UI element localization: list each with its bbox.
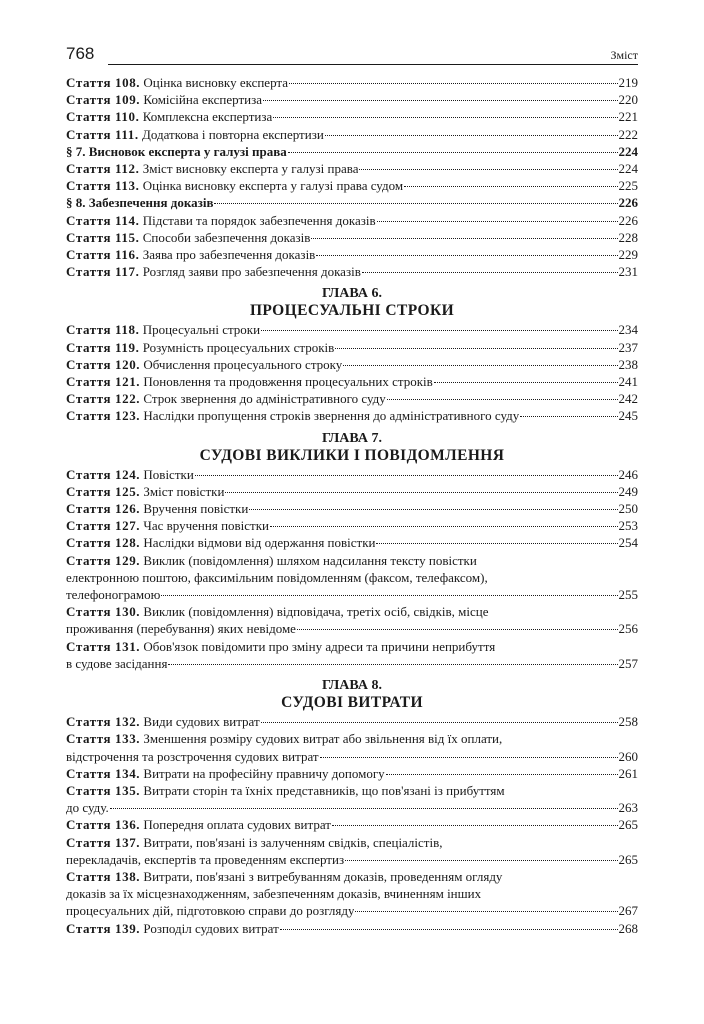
- toc-entry[interactable]: [66, 160, 638, 177]
- dot-leader: [316, 255, 617, 256]
- article-label: Стаття 114.: [66, 212, 140, 228]
- dot-leader: [520, 416, 617, 417]
- page-reference: 242: [618, 391, 638, 407]
- dot-leader: [343, 365, 617, 366]
- page-reference: 234: [618, 322, 638, 338]
- page-reference: 238: [618, 356, 638, 372]
- page-reference: 237: [618, 339, 638, 355]
- dot-leader: [225, 492, 617, 493]
- page-reference: 258: [618, 714, 638, 730]
- article-label: Стаття 133.: [66, 731, 141, 747]
- dot-leader: [376, 543, 617, 544]
- article-label: Стаття 135.: [66, 782, 141, 798]
- entry-title-text: Виклик (повідомлення) відповідача, третіх осіб, свідків, місце: [143, 604, 489, 620]
- entry-title-text: Підстави та порядок забезпечення доказів: [142, 212, 376, 228]
- entry-title-text: Строк звернення до адміністративного суду: [143, 391, 386, 407]
- entry-title-text: Розгляд заяви про забезпечення доказів: [142, 264, 361, 280]
- article-label: Стаття 115.: [66, 229, 140, 245]
- entry-title-text: § 7. Висновок експерта у галузі права: [66, 143, 287, 159]
- article-label: Стаття 123.: [66, 408, 141, 424]
- entry-title-text: Виклик (повідомлення) шляхом надсилання тексту повістки: [143, 552, 477, 568]
- page-reference: 261: [618, 765, 638, 781]
- toc-entry[interactable]: [66, 246, 638, 263]
- entry-title-text: Час вручення повістки: [143, 518, 270, 534]
- page-reference: 226: [618, 195, 638, 211]
- chapter-number: ГЛАВА 7.: [322, 430, 382, 446]
- dot-leader: [289, 83, 617, 84]
- dot-leader: [377, 221, 618, 222]
- toc-entry[interactable]: [66, 263, 638, 280]
- page-reference: 260: [618, 748, 638, 764]
- toc-entry[interactable]: [66, 390, 638, 407]
- article-label: Стаття 130.: [66, 604, 141, 620]
- article-label: Стаття 131.: [66, 638, 141, 654]
- entry-title-text: Витрати, пов'язані із залученням свідків, спеціалістів,: [143, 834, 443, 850]
- toc-entry[interactable]: [66, 920, 638, 937]
- page-reference: 255: [618, 587, 638, 603]
- dot-leader: [168, 664, 617, 665]
- toc-entry[interactable]: [66, 603, 638, 637]
- page-reference: 250: [618, 501, 638, 517]
- article-label: Стаття 129.: [66, 552, 141, 568]
- toc-entry[interactable]: [66, 466, 638, 483]
- toc-entry[interactable]: [66, 373, 638, 390]
- entry-title-text: до суду.: [66, 800, 109, 816]
- toc-entry[interactable]: [66, 108, 638, 125]
- entry-title-text: в судове засідання: [66, 655, 168, 671]
- page-reference: 222: [618, 126, 638, 142]
- entry-title-text: Вручення повістки: [143, 501, 249, 517]
- toc-entry[interactable]: [66, 229, 638, 246]
- toc-entry[interactable]: [66, 74, 638, 91]
- toc-entry[interactable]: [66, 765, 638, 782]
- toc-entry[interactable]: [66, 483, 638, 500]
- chapter-heading: [66, 425, 638, 466]
- article-label: Стаття 125.: [66, 483, 141, 499]
- page-reference: 253: [618, 518, 638, 534]
- toc-entry[interactable]: [66, 177, 638, 194]
- toc-entry[interactable]: [66, 868, 638, 920]
- article-label: Стаття 124.: [66, 466, 141, 482]
- toc-entry[interactable]: [66, 339, 638, 356]
- entry-title-text: Оцінка висновку експерта: [143, 75, 289, 90]
- dot-leader: [249, 509, 617, 510]
- toc-entry[interactable]: [66, 552, 638, 604]
- entry-title-text: Зміст висновку експерта у галузі права: [142, 161, 359, 177]
- dot-leader: [434, 382, 618, 383]
- page-reference: 226: [618, 212, 638, 228]
- entry-title-text: Поновлення та продовження процесуальних строків: [143, 374, 433, 390]
- article-label: Стаття 137.: [66, 834, 141, 850]
- toc-section-entry[interactable]: [66, 143, 638, 160]
- table-of-contents: [66, 74, 638, 937]
- dot-leader: [386, 774, 618, 775]
- page-reference: 265: [618, 851, 638, 867]
- entry-title-text: Наслідки пропущення строків звернення до адміністративного суду: [143, 408, 520, 424]
- page-reference: 220: [618, 92, 638, 108]
- page-reference: 254: [618, 535, 638, 551]
- page-reference: 263: [618, 800, 638, 816]
- toc-entry[interactable]: [66, 91, 638, 108]
- entry-title-text: Попередня оплата судових витрат: [143, 817, 331, 833]
- page-reference: 224: [618, 143, 638, 159]
- toc-entry[interactable]: [66, 713, 638, 730]
- page-reference: 257: [618, 655, 638, 671]
- dot-leader: [261, 330, 617, 331]
- entry-title-text: відстрочення та розстрочення судових витрат: [66, 748, 319, 764]
- toc-entry[interactable]: [66, 321, 638, 338]
- dot-leader: [404, 186, 617, 187]
- chapter-number: ГЛАВА 6.: [322, 286, 382, 302]
- entry-title-text: проживання (перебування) яких невідоме: [66, 621, 296, 637]
- entry-title-text: Додаткова і повторна експертизи: [141, 126, 324, 142]
- toc-entry[interactable]: [66, 782, 638, 816]
- dot-leader: [263, 100, 618, 101]
- toc-section-entry[interactable]: [66, 194, 638, 211]
- article-label: Стаття 122.: [66, 391, 141, 407]
- page-reference: 219: [618, 75, 638, 90]
- dot-leader: [311, 238, 617, 239]
- chapter-number: ГЛАВА 8.: [322, 678, 382, 694]
- entry-title-text: Витрати на професійну правничу допомогу: [143, 765, 385, 781]
- entry-title-text: Зміст повістки: [143, 483, 225, 499]
- article-label: Стаття 119.: [66, 339, 140, 355]
- entry-title-text: Витрати, пов'язані з витребуванням доказів, проведенням огляду: [143, 868, 503, 884]
- article-label: Стаття 116.: [66, 247, 140, 263]
- toc-entry[interactable]: [66, 638, 638, 672]
- entry-title-text: доказів за їх місцезнаходженням, забезпеченням доказів, вчиненням інших: [66, 886, 482, 902]
- dot-leader: [362, 272, 618, 273]
- toc-entry[interactable]: [66, 517, 638, 534]
- chapter-title: СУДОВІ ВИКЛИКИ І ПОВІДОМЛЕННЯ: [199, 446, 505, 464]
- dot-leader: [161, 595, 617, 596]
- entry-title-text: Обов'язок повідомити про зміну адреси та причини неприбуття: [143, 638, 496, 654]
- page-reference: 245: [618, 408, 638, 424]
- entry-title-text: перекладачів, експертів та проведенням експертиз: [66, 851, 345, 867]
- dot-leader: [332, 825, 618, 826]
- article-label: Стаття 126.: [66, 501, 141, 517]
- page-reference: 221: [618, 109, 638, 125]
- chapter-title: ПРОЦЕСУАЛЬНІ СТРОКИ: [249, 302, 455, 320]
- dot-leader: [335, 348, 617, 349]
- entry-title-text: Зменшення розміру судових витрат або звільнення від їх оплати,: [143, 731, 503, 747]
- entry-title-text: Комплексна експертиза: [142, 109, 273, 125]
- dot-leader: [270, 526, 617, 527]
- dot-leader: [355, 911, 617, 912]
- article-label: Стаття 121.: [66, 374, 141, 390]
- article-label: Стаття 117.: [66, 264, 140, 280]
- page-reference: 231: [618, 264, 638, 280]
- toc-entry[interactable]: [66, 356, 638, 373]
- page-reference: 265: [618, 817, 638, 833]
- entry-title-text: Комісійна експертиза: [143, 92, 262, 108]
- toc-entry[interactable]: [66, 126, 638, 143]
- toc-entry[interactable]: [66, 730, 638, 764]
- page-reference: 267: [618, 903, 638, 919]
- page-reference: 256: [618, 621, 638, 637]
- dot-leader: [320, 757, 618, 758]
- dot-leader: [345, 860, 617, 861]
- article-label: Стаття 138.: [66, 868, 141, 884]
- dot-leader: [110, 808, 618, 809]
- article-label: Стаття 136.: [66, 817, 141, 833]
- dot-leader: [214, 203, 617, 204]
- page-reference: 249: [618, 483, 638, 499]
- chapter-title: СУДОВІ ВИТРАТИ: [281, 694, 423, 712]
- article-label: Стаття 139.: [66, 920, 141, 936]
- article-label: Стаття 110.: [66, 109, 140, 125]
- entry-title-text: Обчислення процесуального строку: [143, 356, 343, 372]
- dot-leader: [359, 169, 617, 170]
- entry-title-text: електронною поштою, факсимільним повідомленням (факсом, телефаксом),: [66, 569, 488, 585]
- page-reference: 246: [618, 466, 638, 482]
- entry-title-text: Процесуальні строки: [142, 322, 261, 338]
- article-label: Стаття 132.: [66, 714, 141, 730]
- entry-title-text: Повістки: [143, 466, 194, 482]
- entry-title-text: Наслідки відмови від одержання повістки: [143, 535, 376, 551]
- dot-leader: [280, 929, 618, 930]
- chapter-heading: [66, 672, 638, 713]
- page-number: 768: [66, 44, 95, 63]
- toc-entry[interactable]: [66, 212, 638, 229]
- toc-entry[interactable]: [66, 534, 638, 551]
- article-label: Стаття 111.: [66, 126, 139, 142]
- page-reference: 268: [618, 920, 638, 936]
- toc-entry[interactable]: [66, 834, 638, 868]
- page-reference: 228: [618, 229, 638, 245]
- article-label: Стаття 127.: [66, 518, 141, 534]
- toc-entry[interactable]: [66, 500, 638, 517]
- article-label: Стаття 108.: [66, 75, 141, 90]
- toc-entry[interactable]: [66, 407, 638, 424]
- article-label: Стаття 109.: [66, 92, 141, 108]
- entry-title-text: Розподіл судових витрат: [143, 920, 279, 936]
- dot-leader: [273, 117, 617, 118]
- article-label: Стаття 118.: [66, 322, 140, 338]
- chapter-heading: [66, 280, 638, 321]
- article-label: Стаття 113.: [66, 178, 140, 194]
- article-label: Стаття 128.: [66, 535, 141, 551]
- dot-leader: [297, 629, 618, 630]
- entry-title-text: телефонограмою: [66, 587, 161, 603]
- entry-title-text: процесуальних дій, підготовкою справи до розгляду: [66, 903, 355, 919]
- toc-entry[interactable]: [66, 816, 638, 833]
- page-reference: 241: [618, 374, 638, 390]
- entry-title-text: Способи забезпечення доказів: [142, 229, 311, 245]
- entry-title-text: Види судових витрат: [143, 714, 260, 730]
- entry-title-text: Заява про забезпечення доказів: [142, 247, 316, 263]
- entry-title-text: § 8. Забезпечення доказів: [66, 195, 214, 211]
- header-rule: [108, 64, 638, 65]
- entry-title-text: Оцінка висновку експерта у галузі права судом: [142, 178, 404, 194]
- page-reference: 225: [618, 178, 638, 194]
- page-reference: 229: [618, 247, 638, 263]
- dot-leader: [288, 152, 618, 153]
- dot-leader: [387, 399, 618, 400]
- entry-title-text: Розумність процесуальних строків: [142, 339, 335, 355]
- article-label: Стаття 120.: [66, 356, 141, 372]
- entry-title-text: Витрати сторін та їхніх представників, що пов'язані із прибуттям: [143, 782, 505, 798]
- dot-leader: [261, 722, 618, 723]
- dot-leader: [195, 475, 618, 476]
- dot-leader: [325, 135, 618, 136]
- running-header-title: Зміст: [610, 48, 638, 62]
- article-label: Стаття 112.: [66, 161, 140, 177]
- article-label: Стаття 134.: [66, 765, 141, 781]
- page-reference: 224: [618, 161, 638, 177]
